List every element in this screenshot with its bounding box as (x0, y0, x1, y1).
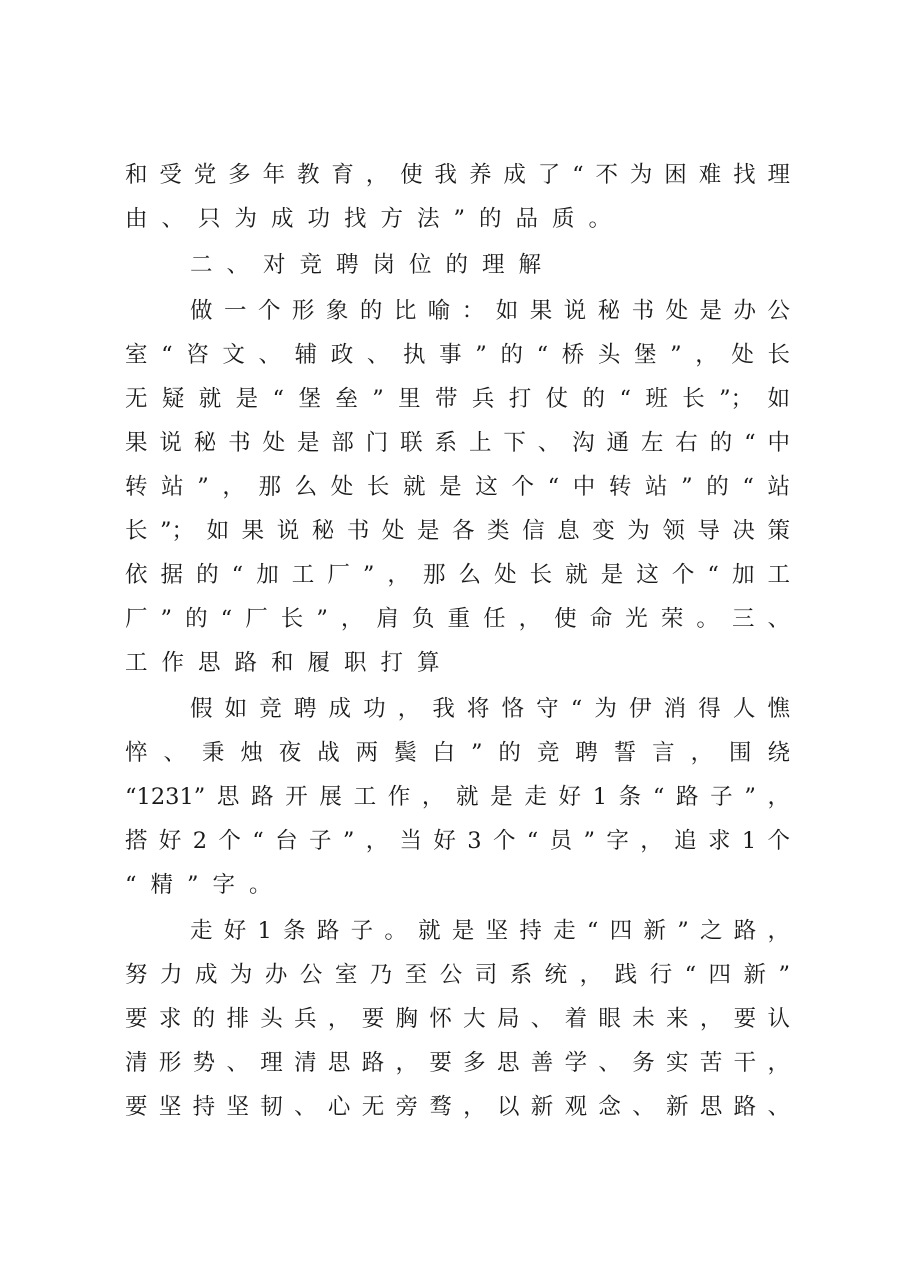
text-line: 无疑就是“堡垒”里带兵打仗的“班长”；如 (125, 386, 790, 412)
text-line: “1231”思路开展工作，就是走好1条“路子”， (125, 784, 790, 810)
text-line: 厂”的“厂长”，肩负重任，使命光荣。三、 (125, 606, 790, 632)
text-line: 依据的“加工厂”，那么处长就是这个“加工 (125, 562, 790, 588)
section-heading: 工作思路和履职打算 (125, 650, 454, 676)
text-line: 悴、秉烛夜战两鬓白”的竞聘誓言，围绕 (125, 740, 790, 766)
text-line: 清形势、理清思路，要多思善学、务实苦干， (125, 1050, 790, 1076)
text-line: 和受党多年教育，使我养成了“不为困难找理 (125, 162, 790, 188)
text-line: 要坚持坚韧、心无旁骛，以新观念、新思路、 (125, 1094, 790, 1120)
text-line: 走好1条路子。就是坚持走“四新”之路， (190, 918, 790, 944)
text-line: 努力成为办公室乃至公司系统，践行“四新” (125, 962, 790, 988)
text-line: 室“咨文、辅政、执事”的“桥头堡”，处长 (125, 342, 790, 368)
text-line: 转站”，那么处长就是这个“中转站”的“站 (125, 474, 790, 500)
text-line: 做一个形象的比喻：如果说秘书处是办公 (190, 298, 790, 324)
text-line: 要求的排头兵，要胸怀大局、着眼未来，要认 (125, 1006, 790, 1032)
text-line: “精”字。 (125, 872, 286, 898)
text-line: 假如竞聘成功，我将恪守“为伊消得人憔 (190, 696, 790, 722)
text-line: 搭好2个“台子”，当好3个“员”字，追求1个 (125, 828, 790, 854)
text-line: 由、只为成功找方法”的品质。 (125, 206, 626, 232)
text-line: 长”；如果说秘书处是各类信息变为领导决策 (125, 518, 790, 544)
section-heading: 二、对竞聘岗位的理解 (190, 252, 556, 278)
text-line: 果说秘书处是部门联系上下、沟通左右的“中 (125, 430, 790, 456)
